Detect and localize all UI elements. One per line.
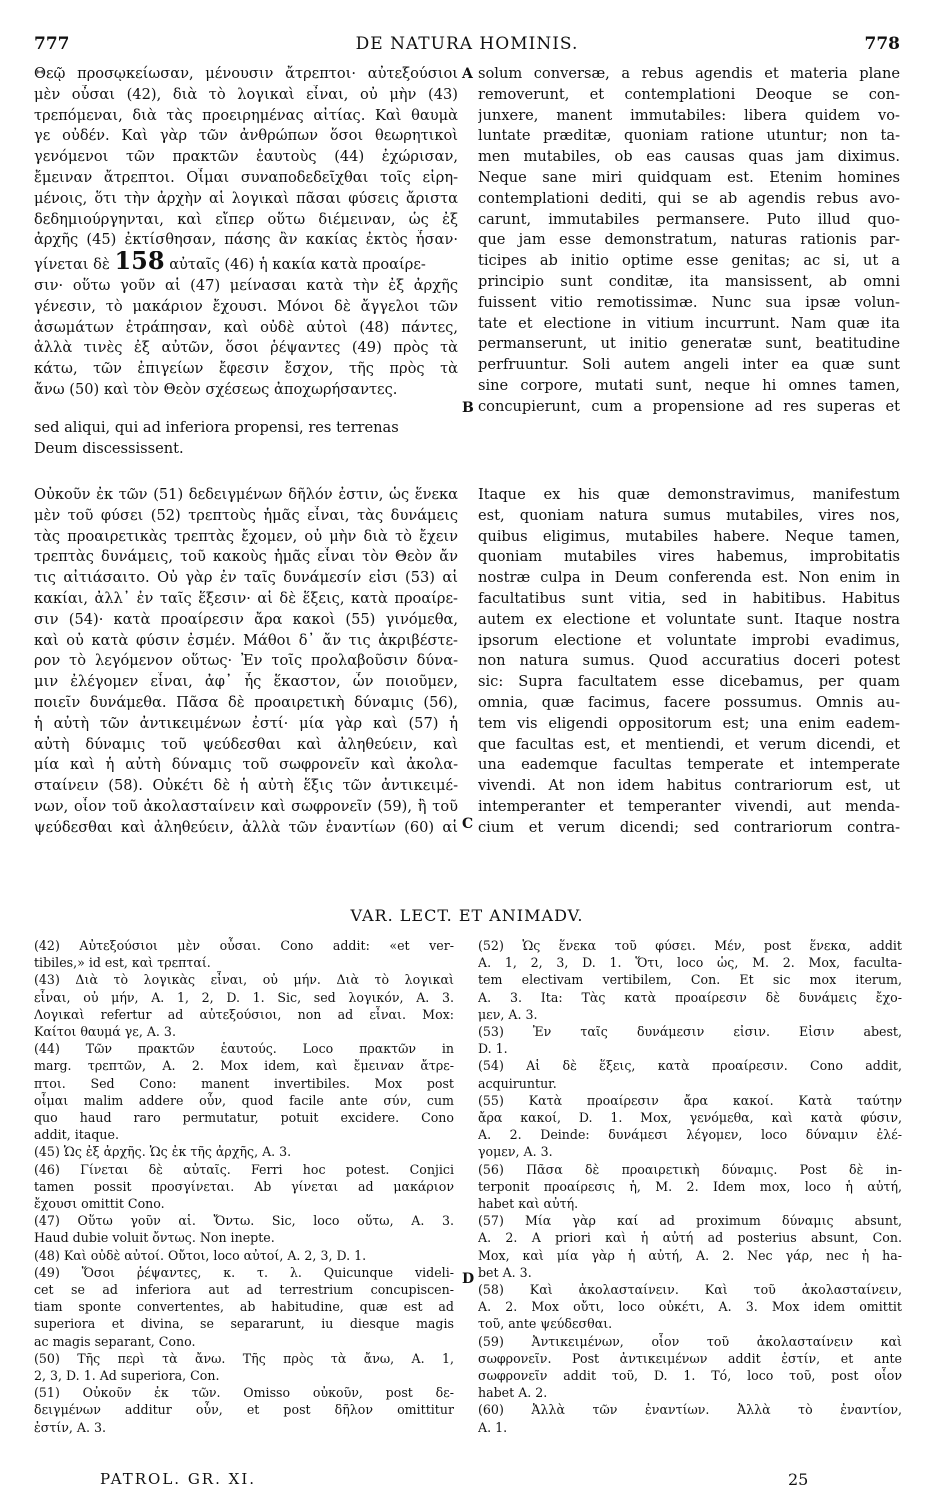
- notes-right-column: [478, 937, 902, 1436]
- text-line: Deum discessissent.: [34, 439, 184, 457]
- note-line: cet se ad inferiora aut ad terrestrium concupiscen-: [34, 1282, 454, 1298]
- note-line: (57) Μία γὰρ καί ad proximum δύναμις absunt,: [478, 1213, 902, 1229]
- text-line: ρον τὸ λεγόμενον οὕτως· Ἐν τοῖς προλαβοῦσιν δύνα-: [34, 652, 458, 670]
- text-line: μὲν τοῦ φύσει (52) τρεπτοὺς ἡμᾶς εἶναι, τὰς δυνάμεις: [34, 506, 458, 524]
- note-line: habet καὶ αὐτή.: [478, 1196, 579, 1212]
- note-line: bet A. 3.: [478, 1264, 532, 1280]
- text-line: νων, οἷον τοῦ ἀκολασταίνειν καὶ σωφρονεῖν (59), ἢ τοῦ: [34, 797, 458, 815]
- note-line: marg. τρεπτῶν, A. 2. Mox idem, καὶ ἔμειναν ἄτρε-: [34, 1058, 454, 1074]
- text-line: facultatibus sunt vitia, sed in habitibus. Habitus: [478, 589, 900, 607]
- text-line: contemplationi dediti, qui se ab agendis rebus avo-: [478, 189, 900, 207]
- text-line: μένοις, ὅτι τὴν ἀρχὴν αἱ λογικαὶ πᾶσαι φύσεις ἄριστα: [34, 189, 458, 207]
- note-line: (54) Αἱ δὲ ἕξεις, κατὰ προαίρεσιν. Cono addit,: [478, 1058, 902, 1074]
- text-line: intemperanter et temperanter vivendi, aut menda-: [478, 797, 900, 815]
- text-line: ἀλλὰ τινὲς ἐξ αὐτῶν, ὅσοι ῥέψαντες (49) πρὸς τὰ: [34, 339, 458, 357]
- text-line: μὲν οὖσαι (42), διὰ τὸ λογικαὶ εἶναι, οὐ μὴν (43): [34, 85, 458, 103]
- text-fragment: γίνεται δὲ: [34, 256, 110, 274]
- note-line: γομεν, A. 3.: [478, 1144, 553, 1160]
- inline-page-number: 158: [114, 251, 165, 276]
- text-line: τρεπτὰς δυνάμεις, τοῦ κακοὺς ἡμᾶς εἶναι τὸν Θεὸν ἄν: [34, 548, 458, 566]
- text-line: nostræ culpa in Deum conferenda est. Non enim in: [478, 569, 900, 587]
- text-line: perfruuntur. Soli autem angeli inter ea quæ sunt: [478, 356, 900, 374]
- latin-text-top: [478, 64, 900, 418]
- note-line: (51) Οὐκοῦν ἐκ τῶν. Omisso οὐκοῦν, post δε-: [34, 1385, 454, 1401]
- note-line: δειγμένων additur οὖν, et post δῆλον omittitur: [34, 1402, 454, 1418]
- note-line: ἐστίν, A. 3.: [34, 1419, 107, 1435]
- text-line: quibus eligimus, mutabiles habere. Neque tamen,: [478, 527, 900, 545]
- greek-text-middle: [34, 485, 458, 839]
- note-line: tiam sponte convertentes, ab habitudine, quæ est ad: [34, 1299, 454, 1315]
- text-line: Θεῷ προσῳκείωσαν, μένουσιν ἄτρεπτοι· αὐτεξούσιοι: [34, 65, 458, 82]
- note-line: superiora et divina, se separarunt, iu diesque magis: [34, 1316, 454, 1332]
- text-line: est, quoniam natura sumus mutabiles, vires nos,: [478, 506, 900, 524]
- text-line: γενόμενοι τῶν πρακτῶν ἑαυτοὺς (44) ἐχώρισαν,: [34, 148, 458, 166]
- note-line: (43) Διὰ τὸ λογικὰς εἶναι, οὐ μήν. Διὰ τὸ λογικαὶ: [34, 972, 454, 988]
- text-line: ἀσωμάτων ἐτράπησαν, καὶ οὐδὲ αὐτοὶ (48) πάντες,: [34, 318, 458, 336]
- margin-letter-c: C: [462, 816, 474, 832]
- note-line: tibiles,» id est, καὶ τρεπταί.: [34, 955, 211, 971]
- note-line: A. 3. Ita: Τὰς κατὰ προαίρεσιν δὲ δυνάμεις ἔχο-: [478, 989, 902, 1005]
- column-number-right: 778: [864, 34, 900, 54]
- note-line: A. 2. Mox οὔτι, loco οὐκέτι, A. 3. Mox idem omittit: [478, 1299, 902, 1315]
- text-line: concupierunt, cum a propensione ad res superas et: [478, 397, 900, 415]
- notes-left-column: [34, 937, 454, 1436]
- running-header: [34, 34, 900, 58]
- text-line: autem ex electione et voluntate sunt. Itaque nostra: [478, 610, 900, 628]
- text-line: sic: Supra facultatem esse dicebamus, per quam: [478, 673, 900, 691]
- footer-signature: 25: [788, 1470, 809, 1489]
- text-line: luntate præditæ, quoniam ratione utuntur; non ta-: [478, 127, 900, 145]
- note-line: μεν, A. 3.: [478, 1006, 538, 1022]
- note-line: Καίτοι θαυμά γε, A. 3.: [34, 1024, 176, 1040]
- text-line: vivendi. At non idem habitus contrariorum est, ut: [478, 777, 900, 795]
- text-line: Itaque ex his quæ demonstravimus, manifestum: [478, 486, 900, 503]
- note-line: (45) Ὡς ἐξ ἀρχῆς. Ὡς ἐκ τῆς ἀρχῆς, A. 3.: [34, 1144, 292, 1160]
- text-fragment: αὐταῖς (46) ἡ κακία κατὰ προαίρε-: [169, 256, 426, 274]
- text-line: carunt, immutabiles permansere. Puto illud quo-: [478, 210, 900, 228]
- note-line: (58) Καὶ ἀκολασταίνειν. Καὶ τοῦ ἀκολασταίνειν,: [478, 1282, 902, 1298]
- text-line: non natura sumus. Quod accuratius doceri potest: [478, 652, 900, 670]
- note-line: εἶναι, οὐ μήν, A. 1, 2, D. 1. Sic, sed λογικόν, A. 3.: [34, 989, 454, 1005]
- note-line: Haud dubie voluit ὄντως. Non inepte.: [34, 1230, 275, 1246]
- text-line: δεδημιούργηνται, καὶ εἴπερ οὕτω διέμειναν, ὡς ἐξ: [34, 210, 458, 228]
- margin-letter-b: B: [462, 400, 474, 416]
- note-line: ἔχουσι omittit Cono.: [34, 1196, 165, 1212]
- text-line: tem vis eligendi oppositorum est; una enim eadem-: [478, 714, 900, 732]
- note-line: (46) Γίνεται δὲ αὐταῖς. Ferri hoc potest. Conjici: [34, 1161, 454, 1177]
- text-line: σιν· οὕτω γοῦν αἱ (47) μείνασαι κατὰ τὴν ἐξ ἀρχῆς: [34, 276, 458, 294]
- text-line: μία καὶ ἡ αὐτὴ δύναμις τοῦ σωφρονεῖν καὶ ἀκολα-: [34, 756, 458, 774]
- text-line: fuissent vitio remotissimæ. Nunc sua ipsæ volun-: [478, 293, 900, 311]
- note-line: Λογικαὶ refertur ad αὐτεξούσιοι, non ad εἶναι. Mox:: [34, 1006, 454, 1022]
- note-line: tem electivam vertibilem, Con. Et sic mox iterum,: [478, 972, 902, 988]
- text-line: ἄνω (50) καὶ τὸν Θεὸν σχέσεως ἀποχωρήσαντες.: [34, 380, 398, 398]
- note-line: πτοι. Sed Cono: manent invertibiles. Mox post: [34, 1075, 454, 1091]
- column-number-left: 777: [34, 34, 70, 54]
- note-line: A. 1.: [478, 1419, 508, 1435]
- note-line: (60) Ἀλλὰ τῶν ἐναντίων. Ἀλλὰ τὸ ἐναντίον,: [478, 1402, 902, 1418]
- text-line: removerunt, et contemplationi Deoque se con-: [478, 85, 900, 103]
- text-line: Neque sane miri quidquam est. Etenim homines: [478, 168, 900, 186]
- note-line: (52) Ὡς ἕνεκα τοῦ φύσει. Μέν, post ἕνεκα, addit: [478, 938, 902, 953]
- text-line: ipsorum electione et voluntate improbi evadimus,: [478, 631, 900, 649]
- note-line: (50) Τῆς περὶ τὰ ἄνω. Τῆς πρὸς τὰ ἄνω, A. 1,: [34, 1350, 454, 1366]
- note-line: σωφρονεῖν. Post ἀντικειμένων addit ἐστίν, et ante: [478, 1350, 902, 1366]
- note-line: (47) Οὕτω γοῦν αἱ. Ὄντω. Sic, loco οὕτω, A. 3.: [34, 1213, 454, 1229]
- text-line: omnia, quæ facimus, facere possumus. Omnis au-: [478, 693, 900, 711]
- text-line: men mutabiles, ob eas causas quas jam diximus.: [478, 148, 900, 166]
- text-line: principio sunt conditæ, ita mansissent, ab omni: [478, 272, 900, 290]
- note-line: (55) Κατὰ προαίρεσιν ἄρα κακοί. Κατὰ ταύτην: [478, 1092, 902, 1108]
- text-line: solum conversæ, a rebus agendis et materia plane: [478, 65, 900, 82]
- text-line: γένεσιν, τὸ μακάριον ἔχουσι. Μόνοι δὲ ἄγγελοι τῶν: [34, 297, 458, 315]
- note-line: (48) Καὶ οὐδὲ αὐτοί. Οὔτοι, loco αὐτοί, A. 2, 3, D. 1.: [34, 1247, 367, 1263]
- note-line: Mox, καὶ μία γὰρ ἡ αὐτή, A. 2. Nec γάρ, nec ἡ ha-: [478, 1247, 902, 1263]
- note-line: (59) Ἀντικειμένων, οἷον τοῦ ἀκολασταίνειν καὶ: [478, 1333, 902, 1349]
- text-line: sine corpore, mutati sunt, neque hi omnes tamen,: [478, 376, 900, 394]
- margin-letter-d: D: [462, 1271, 475, 1287]
- section-title: VAR. LECT. ET ANIMADV.: [350, 906, 584, 925]
- text-line: que facultas est, et mentiendi, et verum dicendi, et: [478, 735, 900, 753]
- footer-series: PATROL. GR. XI.: [100, 1470, 257, 1488]
- running-title: DE NATURA HOMINIS.: [355, 34, 579, 54]
- text-line: αὐτὴ δύναμις τοῦ ψεύδεσθαι καὶ ἀληθεύειν, καὶ: [34, 735, 458, 753]
- note-line: (56) Πᾶσα δὲ προαιρετικὴ δύναμις. Post δὲ in-: [478, 1161, 902, 1177]
- note-line: (44) Τῶν πρακτῶν ἑαυτούς. Loco πρακτῶν in: [34, 1041, 454, 1057]
- note-line: 2, 3, D. 1. Ad superiora, Con.: [34, 1368, 220, 1384]
- note-line: (49) Ὅσοι ῥέψαντες, κ. τ. λ. Quicunque videli-: [34, 1264, 454, 1280]
- text-line: junxere, manent immutabiles: libera quidem vo-: [478, 106, 900, 124]
- latin-text-middle: [478, 485, 900, 839]
- text-line: τις αἰτιάσαιτο. Οὐ γὰρ ἐν ταῖς δυνάμεσίν εἰσι (53) αἱ: [34, 569, 458, 587]
- note-line: addit, itaque.: [34, 1127, 119, 1143]
- latin-continuation: [34, 418, 902, 460]
- note-line: A. 1, 2, 3, D. 1. Ὅτι, loco ὡς, M. 2. Mox, faculta-: [478, 955, 902, 971]
- text-line: μιν ἐλέγομεν εἶναι, ἀφ᾽ ἧς ἕκαστον, ὧν ποιοῦμεν,: [34, 673, 458, 691]
- note-line: A. 2. Deinde: δυνάμεσι λέγομεν, loco δύναμιν ἐλέ-: [478, 1127, 902, 1143]
- note-line: tamen possit προσγίνεται. Ab γίνεται ad μακάριον: [34, 1178, 454, 1194]
- text-line: permanserunt, ut initio generatæ sunt, beatitudine: [478, 335, 900, 353]
- text-line: κακίαι, ἀλλ᾽ ἐν ταῖς ἕξεσιν· αἱ δὲ ἕξεις, κατὰ προαίρε-: [34, 589, 458, 607]
- text-line: tate et electione in vitium incurrunt. Nam quæ ita: [478, 314, 900, 332]
- margin-letter-a: A: [462, 66, 473, 82]
- note-line: (53) Ἐν ταῖς δυνάμεσιν εἰσιν. Εἰσιν abest,: [478, 1024, 902, 1040]
- text-line: cium et verum dicendi; sed contrariorum contra-: [478, 818, 900, 836]
- note-line: (42) Αὐτεξούσιοι μὲν οὖσαι. Cono addit: «et ver-: [34, 938, 454, 953]
- text-line: que jam esse demonstratum, naturas rationis par-: [478, 231, 900, 249]
- note-line: A. 2. A priori καὶ ἡ αὐτή ad posterius absunt, Con.: [478, 1230, 902, 1246]
- note-line: D. 1.: [478, 1041, 508, 1057]
- note-line: ac magis separant, Cono.: [34, 1333, 196, 1349]
- text-line: τὰς προαιρετικὰς τρεπτὰς ἔχομεν, οὐ μὴν διὰ τὸ ἔχειν: [34, 527, 458, 545]
- note-line: acquiruntur.: [478, 1075, 557, 1091]
- text-line: sed aliqui, qui ad inferiora propensi, res terrenas: [34, 419, 399, 436]
- note-line: habet A. 2.: [478, 1385, 548, 1401]
- greek-text-top: [34, 64, 458, 401]
- note-line: τοῦ, ante ψεύδεσθαι.: [478, 1316, 613, 1332]
- text-line: σιν (54)· κατὰ προαίρεσιν ἄρα κακοὶ (55) γινόμεθα,: [34, 610, 458, 628]
- note-line: quo haud raro permutatur, potuit excidere. Cono: [34, 1110, 454, 1126]
- text-line: quoniam mutabiles vires habemus, improbitatis: [478, 548, 900, 566]
- text-line: Οὐκοῦν ἐκ τῶν (51) δεδειγμένων δῆλόν ἐστιν, ὡς ἕνεκα: [34, 486, 458, 503]
- note-line: terponit προαίρεσις ἡ, M. 2. Idem mox, loco ἡ αὐτή,: [478, 1178, 902, 1194]
- note-line: οἶμαι malim addere οὖν, quod facile ante σύν, cum: [34, 1092, 454, 1108]
- text-line: σταίνειν (58). Οὐκέτι δὲ ἡ αὐτὴ ἕξις τῶν ἀντικειμέ-: [34, 777, 458, 795]
- text-line-with-page-number: [34, 251, 458, 276]
- text-line: una eademque facultas temperate et intemperate: [478, 756, 900, 774]
- text-line: καὶ οὐ κατὰ φύσιν ἐσμέν. Μάθοι δ᾽ ἄν τις ἀκριβέστε-: [34, 631, 458, 649]
- note-line: σωφρονεῖν addit τοῦ, D. 1. Τό, loco τοῦ, post οἷον: [478, 1368, 902, 1384]
- text-line: ἔμειναν ἄτρεπτοι. Οἶμαι συναποδεδεῖχθαι τοῖς εἰρη-: [34, 168, 458, 186]
- text-line: ἡ αὐτὴ τῶν ἀντικειμένων ἐστί· μία γὰρ καὶ (57) ἡ: [34, 714, 458, 732]
- text-line: κάτω, τῶν ἐπιγείων ἔφεσιν ἔσχον, τῆς πρὸς τὰ: [34, 360, 458, 378]
- text-line: γε οὐδέν. Καὶ γὰρ τῶν ἀνθρώπων ὅσοι θεωρητικοὶ: [34, 127, 458, 145]
- note-line: ἄρα κακοί, D. 1. Mox, γενόμεθα, καὶ κατὰ φύσιν,: [478, 1110, 902, 1126]
- text-line: ἀρχῆς (45) ἐκτίσθησαν, πάσης ἂν κακίας ἐκτὸς ἦσαν·: [34, 231, 458, 249]
- text-line: ποιεῖν δυνάμεθα. Πᾶσα δὲ προαιρετικὴ δύναμις (56),: [34, 693, 458, 711]
- text-line: ψεύδεσθαι καὶ ἀληθεύειν, ἀλλὰ τῶν ἐναντίων (60) αἱ: [34, 818, 458, 836]
- text-line: ticipes ab initio optime esse genitas; ac si, ut a: [478, 252, 900, 270]
- text-line: τρεπόμεναι, διὰ τὰς προειρημένας αἰτίας. Καὶ θαυμὰ: [34, 106, 458, 124]
